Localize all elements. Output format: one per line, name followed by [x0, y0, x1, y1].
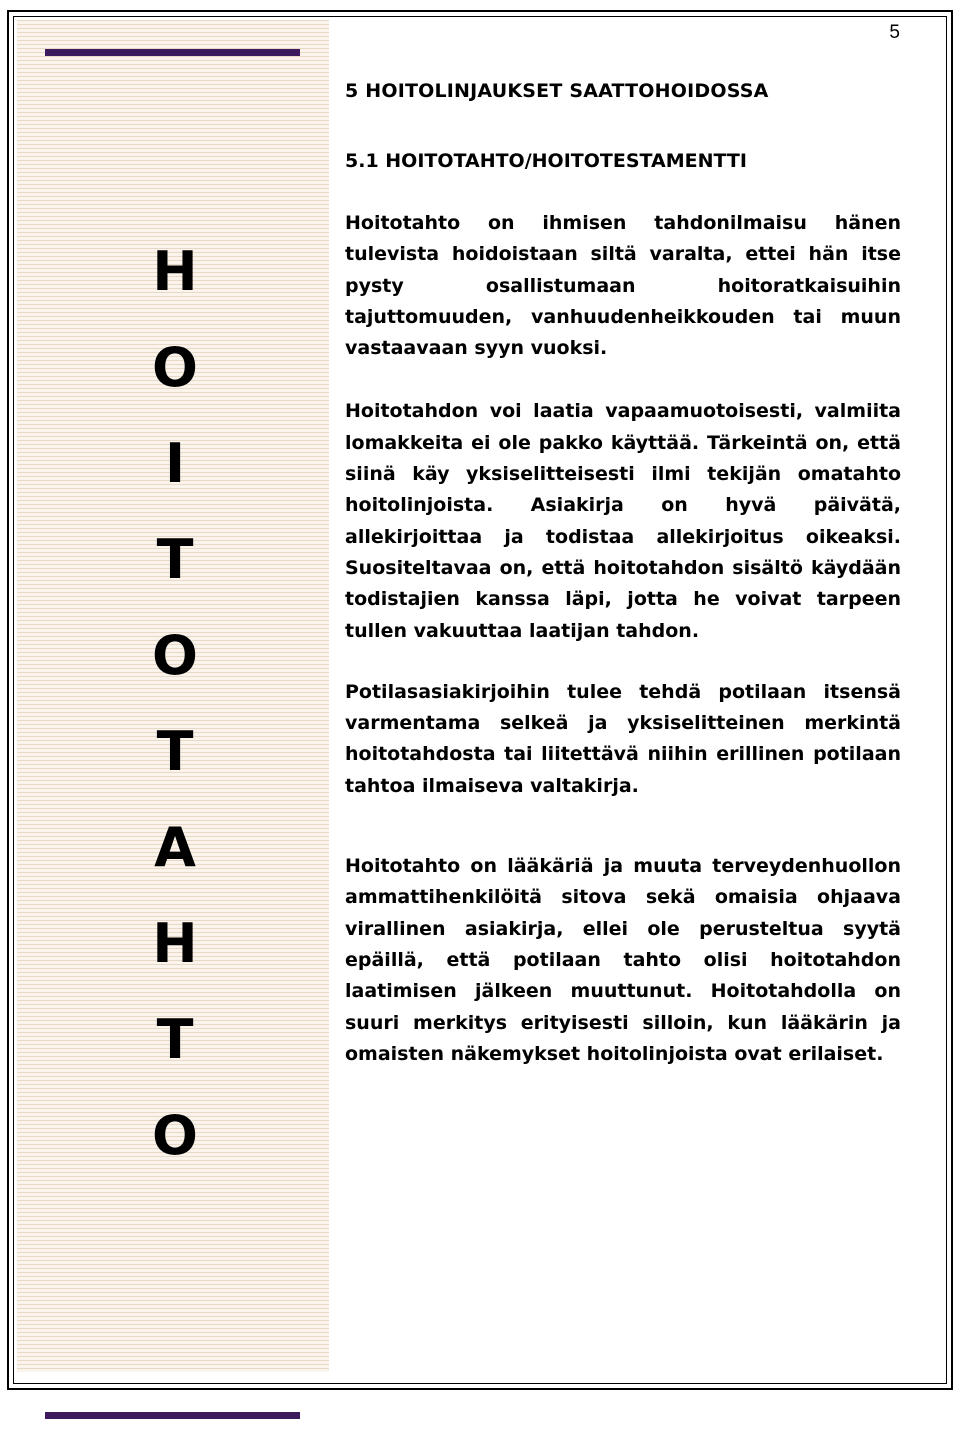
- top-accent-bar: [45, 49, 300, 56]
- side-letter: T: [156, 1008, 194, 1071]
- section-heading: 5.1 HOITOTAHTO/HOITOTESTAMENTTI: [345, 150, 747, 172]
- side-letter: T: [156, 720, 194, 783]
- side-letter: H: [152, 912, 198, 975]
- side-letter: I: [164, 432, 186, 495]
- paragraph-records: Potilasasiakirjoihin tulee tehdä potilaan itsensä varmentama selkeä ja yksiselitteinen merkintä hoitotahdosta tai liitettävä niihin erillinen potilaan tahtoa ilmaiseva valtakirja.: [345, 680, 901, 797]
- paragraph-binding: Hoitotahto on lääkäriä ja muuta terveydenhuollon ammattihenkilöitä sitova sekä omaisia ohjaava virallinen asiakirja, ellei ole perusteltua syytä epäillä, että potilaan tahto olisi hoitotahdon laatimisen jälkeen muuttunut. Hoitotahdolla on suuri merkitys erityisesti silloin, kun lääkärin ja omaisten näkemykset hoitolinjoista ovat erilaiset.: [345, 855, 901, 1065]
- page-number: 5: [889, 22, 900, 43]
- side-letter: O: [152, 624, 198, 687]
- side-letter: H: [152, 240, 198, 303]
- side-letter: O: [152, 1104, 198, 1167]
- vertical-side-word: [135, 240, 215, 1200]
- paragraph-definition: Hoitotahto on ihmisen tahdonilmaisu hänen tulevista hoidoistaan siltä varalta, ettei hän itse pysty osallistumaan hoitoratkaisuihin tajuttomuuden, vanhuudenheikkouden tai muun vastaavaan syyn vuoksi.: [345, 212, 901, 360]
- chapter-heading: 5 HOITOLINJAUKSET SAATTOHOIDOSSA: [345, 80, 769, 102]
- side-letter: T: [156, 528, 194, 591]
- main-content: [345, 80, 901, 1070]
- side-letter: A: [154, 816, 196, 879]
- side-letter: O: [152, 336, 198, 399]
- paragraph-drafting: Hoitotahdon voi laatia vapaamuotoisesti, valmiita lomakkeita ei ole pakko käyttää. Tärkeintä on, että siinä käy yksiselitteisesti ilmi tekijän omatahto hoitolinjoista. Asiakirja on hyvä päivätä, allekirjoittaa ja todistaa allekirjoitus oikeaksi. Suositeltavaa on, että hoitotahdon sisältö käydään todistajien kanssa läpi, jotta he voivat tarpeen tullen vakuuttaa laatijan tahdon.: [345, 400, 901, 642]
- bottom-accent-bar: [45, 1412, 300, 1419]
